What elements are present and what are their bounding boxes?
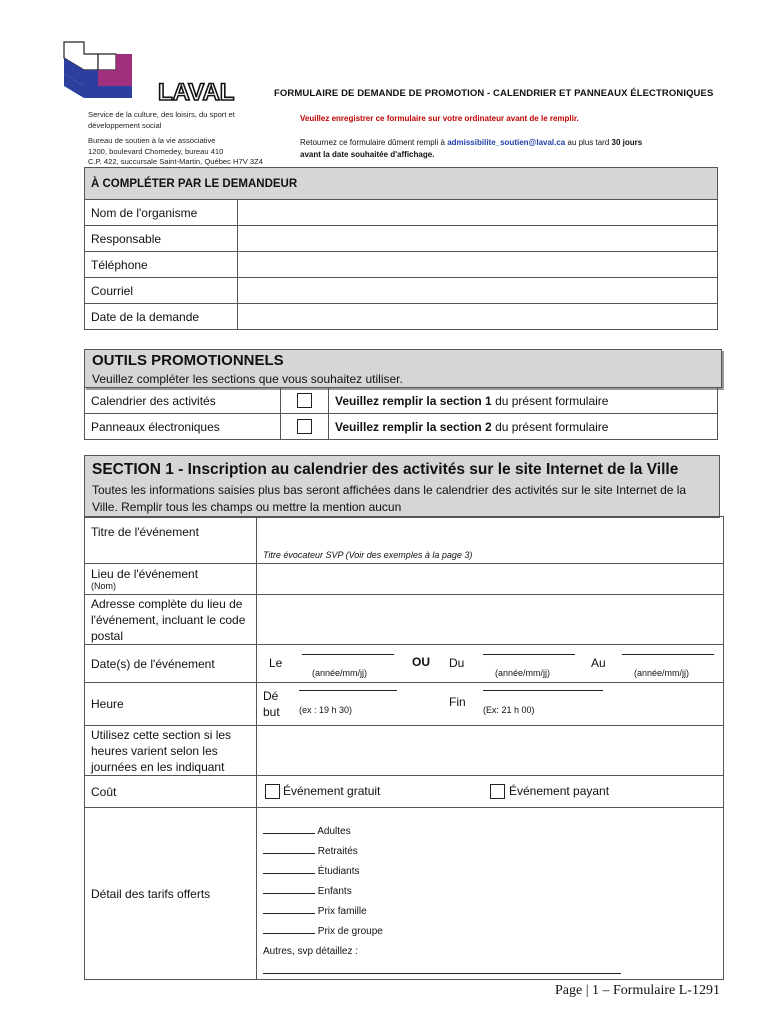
tarif-label: Adultes [317,826,351,837]
field-label: Nom de l'organisme [85,200,238,226]
page-footer: Page | 1 – Formulaire L-1291 [555,983,720,998]
org-line: développement social [88,120,162,130]
field-label: Date de la demande [85,304,238,330]
tarifs-list [263,822,621,982]
tarifs-label: Détail des tarifs offerts [85,808,257,980]
return-note: Retournez ce formulaire dûment rempli à admissibilite_soutien@laval.ca au plus tard 30 jours avant la date souhaitée d'affichage. [300,138,643,159]
tarif-label: Retraités [317,846,358,857]
calendrier-checkbox[interactable] [297,393,312,408]
panneaux-checkbox[interactable] [297,419,312,434]
lieu-input[interactable] [257,564,724,595]
field-label: Responsable [85,226,238,252]
gratuit-label: Événement gratuit [283,784,381,798]
autres-input[interactable] [263,963,621,974]
cout-label: Coût [85,776,257,808]
outils-subtitle: Veuillez compléter les sections que vous souhaitez utiliser. [92,372,403,386]
heure-label: Heure [85,683,257,726]
responsable-input[interactable] [238,226,718,252]
titre-hint: Titre évocateur SVP (Voir des exemples à la page 3) [263,550,473,560]
tarif-label: Prix de groupe [317,926,383,937]
au-label: Au [591,656,606,670]
gratuit-checkbox[interactable] [265,784,280,799]
ou-label: OU [412,655,430,669]
section1-subtitle: Toutes les informations saisies plus bas seront affichées dans le calendrier des activités sur le site Internet de la Ville. Remplir tous les champs ou mettre la mention aucun [92,483,687,514]
organisme-input[interactable] [238,200,718,226]
laval-logo [62,40,247,106]
email-link[interactable]: admissibilite_soutien@laval.ca [447,138,566,147]
outil-note: Veuillez remplir la section 2 du présent formulaire [329,414,718,440]
date-format: (année/mm/jj) [495,668,551,678]
save-note: Veuillez enregistrer ce formulaire sur votre ordinateur avant de le remplir. [300,114,579,123]
adresse-input[interactable] [257,595,724,645]
date-demande-input[interactable] [238,304,718,330]
outils-header [84,349,722,388]
heure-cell [257,683,724,726]
payant-checkbox[interactable] [490,784,505,799]
debut-example: (ex : 19 h 30) [299,705,353,715]
titre-input[interactable] [257,517,724,564]
adresse-label: Adresse complète du lieu de l'événement, incluant le code postal [85,595,257,645]
tarif-label: Prix famille [317,906,367,917]
org-line: Service de la culture, des loisirs, du sport et [88,110,235,119]
field-label: Courriel [85,278,238,304]
org-info [88,110,235,131]
tarif-input[interactable] [263,913,315,914]
section1-header [84,455,720,518]
date-format: (année/mm/jj) [312,668,368,678]
payant-label: Événement payant [509,784,610,798]
tarif-input[interactable] [263,853,315,854]
titre-label: Titre de l'événement [85,517,257,564]
outils-table [84,387,718,440]
section1-table [84,516,724,980]
au-date-input[interactable] [622,654,714,655]
tarifs-cell [257,808,724,980]
outils-title: OUTILS PROMOTIONNELS [92,352,284,369]
autres-label: Autres, svp détaillez : [263,946,359,957]
demandeur-title: À COMPLÉTER PAR LE DEMANDEUR [85,168,718,200]
du-date-input[interactable] [483,654,575,655]
fin-label: Fin [449,695,466,709]
address-line: 1200, boulevard Chomedey, bureau 410 [88,146,224,156]
demandeur-table [84,167,718,330]
debut-label: Dé but [263,689,280,719]
cout-cell [257,776,724,808]
telephone-input[interactable] [238,252,718,278]
dates-cell [257,645,724,683]
du-label: Du [449,656,465,670]
lieu-label-cell: Lieu de l'événement (Nom) [85,564,257,595]
tarif-label: Étudiants [317,866,360,877]
outil-note: Veuillez remplir la section 1 du présent formulaire [329,388,718,414]
org-address [88,136,263,168]
dates-label: Date(s) de l'événement [85,645,257,683]
date-format: (année/mm/jj) [634,668,690,678]
varient-input[interactable] [257,726,724,776]
tarif-label: Enfants [317,886,352,897]
logo-text: LAVAL [158,79,235,106]
tarif-input[interactable] [263,833,315,834]
tarif-input[interactable] [263,893,315,894]
address-line: Bureau de soutien à la vie associative [88,136,216,145]
le-label: Le [269,656,283,670]
le-date-input[interactable] [302,654,394,655]
fin-example: (Ex: 21 h 00) [483,705,535,715]
field-label: Téléphone [85,252,238,278]
debut-input[interactable] [299,690,397,691]
fin-input[interactable] [483,690,603,691]
outil-label: Calendrier des activités [85,388,281,414]
tarif-input[interactable] [263,933,315,934]
courriel-input[interactable] [238,278,718,304]
tarif-input[interactable] [263,873,315,874]
section1-title: SECTION 1 - Inscription au calendrier des activités sur le site Internet de la Ville [92,461,679,478]
outil-label: Panneaux électroniques [85,414,281,440]
varient-label: Utilisez cette section si les heures varient selon les journées en les indiquant [85,726,257,776]
address-line: C.P. 422, succursale Saint-Martin, Québec H7V 3Z4 [88,157,264,166]
doc-title: FORMULAIRE DE DEMANDE DE PROMOTION - CALENDRIER ET PANNEAUX ÉLECTRONIQUES [274,88,714,99]
